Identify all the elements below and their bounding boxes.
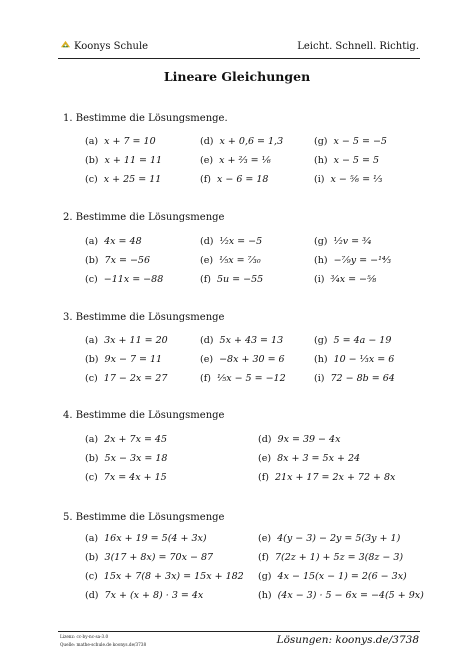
- equation-item: (d) 5x + 43 = 13: [200, 335, 284, 346]
- equation-item: (f) 21x + 17 = 2x + 72 + 8x: [258, 472, 396, 483]
- equation-item: (g) x − 5 = −5: [314, 136, 387, 147]
- task-heading: 4. Bestimme die Lösungsmenge: [63, 410, 225, 421]
- footer-solutions-link[interactable]: Lösungen: koonys.de/3738: [276, 634, 419, 646]
- equation-item: (b) 3(17 + 8x) = 70x − 87: [85, 552, 214, 563]
- equation-item: (e) −8x + 30 = 6: [200, 354, 285, 365]
- task-heading: 2. Bestimme die Lösungsmenge: [63, 212, 225, 223]
- task-heading: 3. Bestimme die Lösungsmenge: [63, 312, 225, 323]
- equation-item: (c) 7x = 4x + 15: [85, 472, 167, 483]
- equation-item: (c) −11x = −88: [85, 274, 164, 285]
- footer-source: Quelle: mathe-schule.de koonys.de/3738: [60, 642, 147, 647]
- page-title: Lineare Gleichungen: [163, 69, 311, 84]
- equation-item: (b) 7x = −56: [85, 255, 150, 266]
- equation-item: (g) 4x − 15(x − 1) = 2(6 − 3x): [258, 571, 407, 582]
- equation-item: (a) 3x + 11 = 20: [85, 335, 168, 346]
- equation-item: (b) 9x − 7 = 11: [85, 354, 163, 365]
- equation-item: (a) 16x + 19 = 5(4 + 3x): [85, 533, 207, 544]
- equation-item: (a) 4x = 48: [85, 236, 142, 247]
- owl-logo-icon: [60, 39, 71, 50]
- equation-item: (b) 5x − 3x = 18: [85, 453, 168, 464]
- equation-item: (h) (4x − 3) · 5 − 6x = −4(5 + 9x): [258, 590, 424, 601]
- equation-item: (e) 4(y − 3) − 2y = 5(3y + 1): [258, 533, 401, 544]
- equation-item: (e) 8x + 3 = 5x + 24: [258, 453, 361, 464]
- task-heading: 1. Bestimme die Lösungsmenge.: [63, 113, 228, 124]
- equation-item: (f) x − 6 = 18: [200, 174, 269, 185]
- equation-item: (f) 7(2z + 1) + 5z = 3(8z − 3): [258, 552, 404, 563]
- equation-item: (f) ¹⁄₅x − 5 = −12: [200, 373, 286, 384]
- equation-item: (i) ³⁄₄x = −⁵⁄₈: [314, 274, 377, 285]
- header-brand: Koonys Schule: [74, 41, 149, 52]
- equation-item: (a) 2x + 7x = 45: [85, 434, 168, 445]
- equation-item: (d) x + 0,6 = 1,3: [200, 136, 284, 147]
- equation-item: (h) 10 − ¹⁄₃x = 6: [314, 354, 395, 365]
- equation-item: (e) x + ²⁄₃ = ¹⁄₆: [200, 155, 271, 166]
- equation-item: (i) x − ⁵⁄₆ = ¹⁄₃: [314, 174, 383, 185]
- footer-rule: [58, 631, 420, 632]
- footer-license: Lizenz: cc-by-nc-sa-3.0: [60, 634, 109, 639]
- header-slogan: Leicht. Schnell. Richtig.: [297, 41, 419, 52]
- equation-item: (e) ¹⁄₅x = ⁷⁄₃₀: [200, 255, 261, 266]
- equation-item: (c) 17 − 2x = 27: [85, 373, 168, 384]
- equation-item: (b) x + 11 = 11: [85, 155, 163, 166]
- equation-item: (i) 72 − 8b = 64: [314, 373, 395, 384]
- task-heading: 5. Bestimme die Lösungsmenge: [63, 512, 225, 523]
- equation-item: (f) 5u = −55: [200, 274, 264, 285]
- equation-item: (g) ¹⁄₂v = ³⁄₄: [314, 236, 372, 247]
- header-rule: [58, 58, 420, 59]
- equation-item: (d) ¹⁄₂x = −5: [200, 236, 263, 247]
- equation-item: (d) 9x = 39 − 4x: [258, 434, 341, 445]
- equation-item: (c) x + 25 = 11: [85, 174, 162, 185]
- equation-item: (c) 15x + 7(8 + 3x) = 15x + 182: [85, 571, 244, 582]
- equation-item: (h) x − 5 = 5: [314, 155, 380, 166]
- equation-item: (d) 7x + (x + 8) · 3 = 4x: [85, 590, 204, 601]
- equation-item: (h) −⁷⁄₉y = −¹⁴⁄₃: [314, 255, 392, 266]
- equation-item: (g) 5 = 4a − 19: [314, 335, 392, 346]
- equation-item: (a) x + 7 = 10: [85, 136, 156, 147]
